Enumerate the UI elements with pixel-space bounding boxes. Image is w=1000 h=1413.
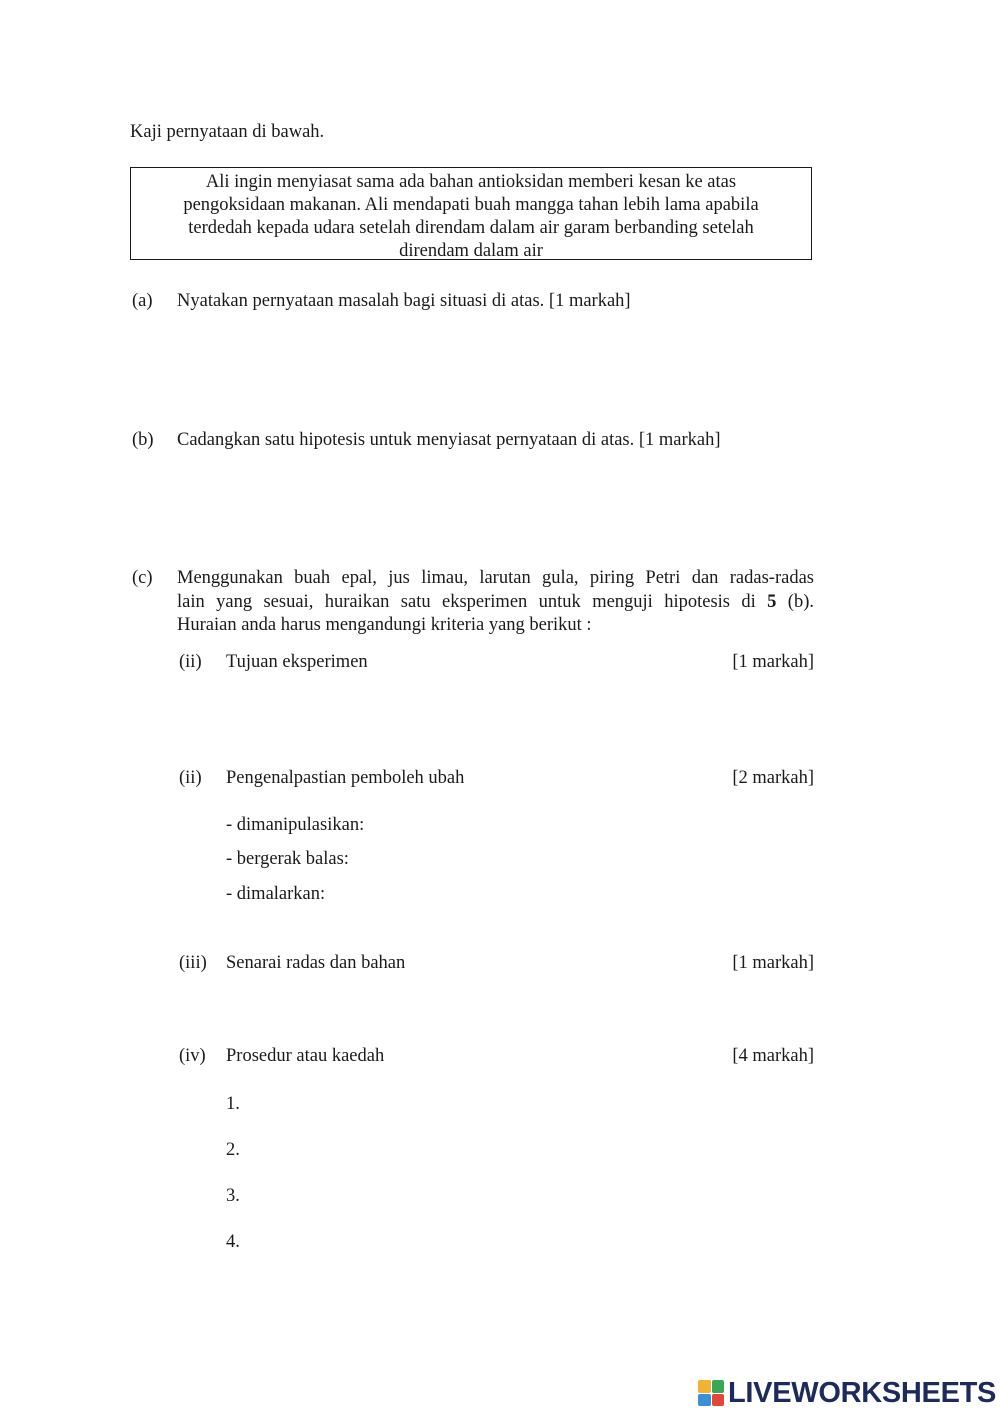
- sub3-label: (iii): [179, 953, 207, 973]
- sub4-label: (iv): [179, 1046, 206, 1066]
- procedure-step: 1.: [226, 1094, 240, 1114]
- sub1-text: Tujuan eksperimen: [226, 652, 368, 672]
- logo-icon-tile: [698, 1394, 711, 1407]
- sub1-marks: [1 markah]: [732, 652, 814, 672]
- liveworksheets-logo: [698, 1378, 996, 1408]
- logo-icon-tile: [712, 1380, 725, 1393]
- sub2-label: (ii): [179, 768, 202, 788]
- sub3-marks: [1 markah]: [732, 953, 814, 973]
- sub4-marks: [4 markah]: [732, 1046, 814, 1066]
- question-c-line: Huraian anda harus mengandungi kriteria yang berikut :: [177, 615, 592, 635]
- question-number: 5: [767, 591, 777, 612]
- sub1-label: (ii): [179, 652, 202, 672]
- statement-line: Ali ingin menyiasat sama ada bahan antioksidan memberi kesan ke atas: [205, 172, 737, 192]
- statement-line: pengoksidaan makanan. Ali mendapati buah mangga tahan lebih lama apabila: [183, 195, 759, 215]
- procedure-step: 4.: [226, 1232, 240, 1252]
- sub2-text: Pengenalpastian pemboleh ubah: [226, 768, 465, 788]
- question-c-label: (c): [132, 568, 153, 588]
- logo-icon-tile: [698, 1380, 711, 1393]
- question-c-line: Menggunakan buah epal, jus limau, larutan gula, piring Petri dan radas-radas: [177, 568, 814, 588]
- question-a-text: Nyatakan pernyataan masalah bagi situasi di atas. [1 markah]: [177, 291, 631, 311]
- sub2-marks: [2 markah]: [732, 768, 814, 788]
- intro-text: Kaji pernyataan di bawah.: [130, 122, 325, 142]
- question-c-text: [177, 567, 814, 638]
- logo-text: LIVEWORKSHEETS: [728, 1376, 997, 1409]
- question-a-label: (a): [132, 291, 153, 311]
- variable-item: - bergerak balas:: [226, 849, 349, 869]
- statement-line: terdedah kepada udara setelah direndam dalam air garam berbanding setelah: [188, 218, 754, 238]
- question-b-text: Cadangkan satu hipotesis untuk menyiasat pernyataan di atas. [1 markah]: [177, 430, 721, 450]
- question-b-label: (b): [132, 430, 154, 450]
- liveworksheets-logo-icon: [698, 1380, 724, 1406]
- logo-icon-tile: [712, 1394, 725, 1407]
- procedure-step: 3.: [226, 1186, 240, 1206]
- statement-line: direndam dalam air: [399, 241, 543, 261]
- sub4-text: Prosedur atau kaedah: [226, 1046, 385, 1066]
- sub3-text: Senarai radas dan bahan: [226, 953, 406, 973]
- variable-item: - dimanipulasikan:: [226, 815, 365, 835]
- question-c-line: lain yang sesuai, huraikan satu eksperimen untuk menguji hipotesis di 5 (b).: [177, 591, 814, 612]
- procedure-step: 2.: [226, 1140, 240, 1160]
- statement-box: [130, 167, 812, 260]
- variable-item: - dimalarkan:: [226, 884, 326, 904]
